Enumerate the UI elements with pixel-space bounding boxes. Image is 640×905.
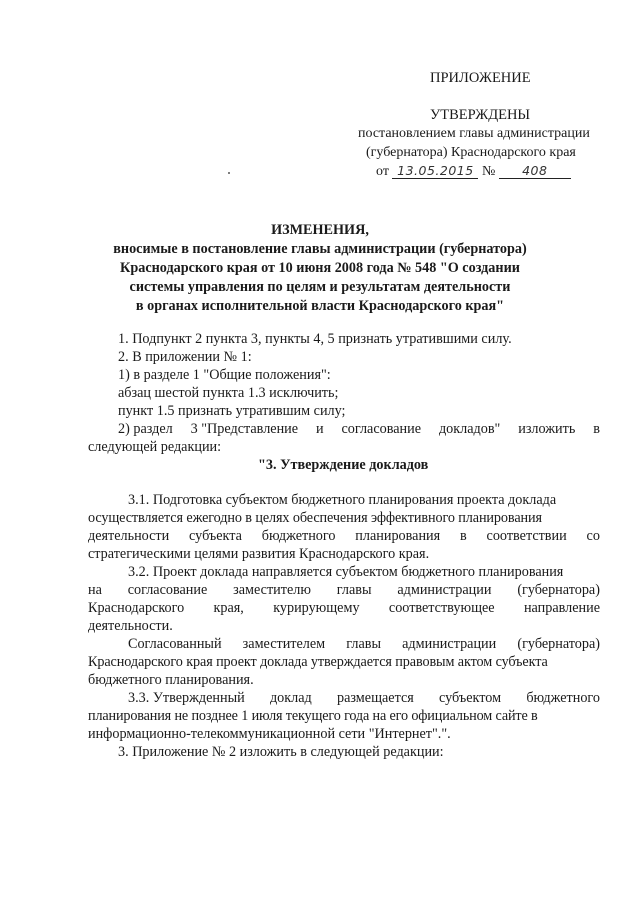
- approved-label: УТВЕРЖДЕНЫ: [430, 107, 531, 123]
- section-3-2b-line-1: Согласованный заместителем главы администрации (губернатора): [128, 636, 600, 652]
- section-3-1-line-3: деятельности субъекта бюджетного планирования в соответствии со: [88, 528, 600, 544]
- number-prefix: №: [481, 164, 496, 179]
- scan-dot: [228, 172, 230, 174]
- section-3-1-line-4: стратегическими целями развития Краснодарского края.: [88, 546, 430, 562]
- title-line-2: вносимые в постановление главы администрации (губернатора): [113, 241, 527, 257]
- paragraph-6-line-2: следующей редакции:: [88, 439, 222, 455]
- paragraph-2: 2. В приложении № 1:: [118, 349, 252, 365]
- section-3-2b-line-3: бюджетного планирования.: [88, 672, 254, 688]
- handwritten-date: 13.05.2015: [392, 164, 478, 179]
- section-3-title: "3. Утверждение докладов: [258, 457, 429, 473]
- section-3-3-line-2: планирования не позднее 1 июля текущего года на его официальном сайте в: [88, 708, 538, 724]
- paragraph-4: абзац шестой пункта 1.3 исключить;: [118, 385, 339, 401]
- section-3-1-line-1: 3.1. Подготовка субъектом бюджетного планирования проекта доклада: [128, 492, 557, 508]
- section-3-2-line-4: деятельности.: [88, 618, 173, 634]
- title-line-5: в органах исполнительной власти Краснодарского края": [135, 298, 505, 314]
- paragraph-3: 1) в разделе 1 "Общие положения":: [118, 367, 331, 383]
- appendix-label: ПРИЛОЖЕНИЕ: [430, 70, 531, 86]
- paragraph-7: 3. Приложение № 2 изложить в следующей редакции:: [118, 744, 444, 760]
- title-line-4: системы управления по целям и результатам деятельности: [129, 279, 511, 295]
- paragraph-1: 1. Подпункт 2 пункта 3, пункты 4, 5 признать утратившими силу.: [118, 331, 512, 347]
- title-line-3: Краснодарского края от 10 июня 2008 года № 548 "О создании: [120, 260, 520, 276]
- section-3-2b-line-2: Краснодарского края проект доклада утверждается правовым актом субъекта: [88, 654, 548, 670]
- handwritten-number: 408: [499, 164, 571, 179]
- approval-line-1: постановлением главы администрации: [358, 126, 590, 141]
- approval-line-2: (губернатора) Краснодарского края: [366, 145, 576, 160]
- section-3-2-line-1: 3.2. Проект доклада направляется субъектом бюджетного планирования: [128, 564, 564, 580]
- section-3-1-line-2: осуществляется ежегодно в целях обеспечения эффективного планирования: [88, 510, 542, 526]
- section-3-2-line-2: на согласование заместителю главы администрации (губернатора): [88, 582, 600, 598]
- section-3-3-line-3: информационно-телекоммуникационной сети "Интернет".".: [88, 726, 451, 742]
- title-line-1: ИЗМЕНЕНИЯ,: [271, 222, 369, 238]
- date-prefix: от: [376, 164, 389, 179]
- section-3-2-line-3: Краснодарского края, курирующему соответствующее направление: [88, 600, 600, 616]
- approval-date-line: [376, 164, 571, 180]
- paragraph-5: пункт 1.5 признать утратившим силу;: [118, 403, 346, 419]
- paragraph-6-line-1: 2) раздел 3 "Представление и согласование докладов" изложить в: [118, 421, 600, 437]
- section-3-3-line-1: 3.3. Утвержденный доклад размещается субъектом бюджетного: [128, 690, 600, 706]
